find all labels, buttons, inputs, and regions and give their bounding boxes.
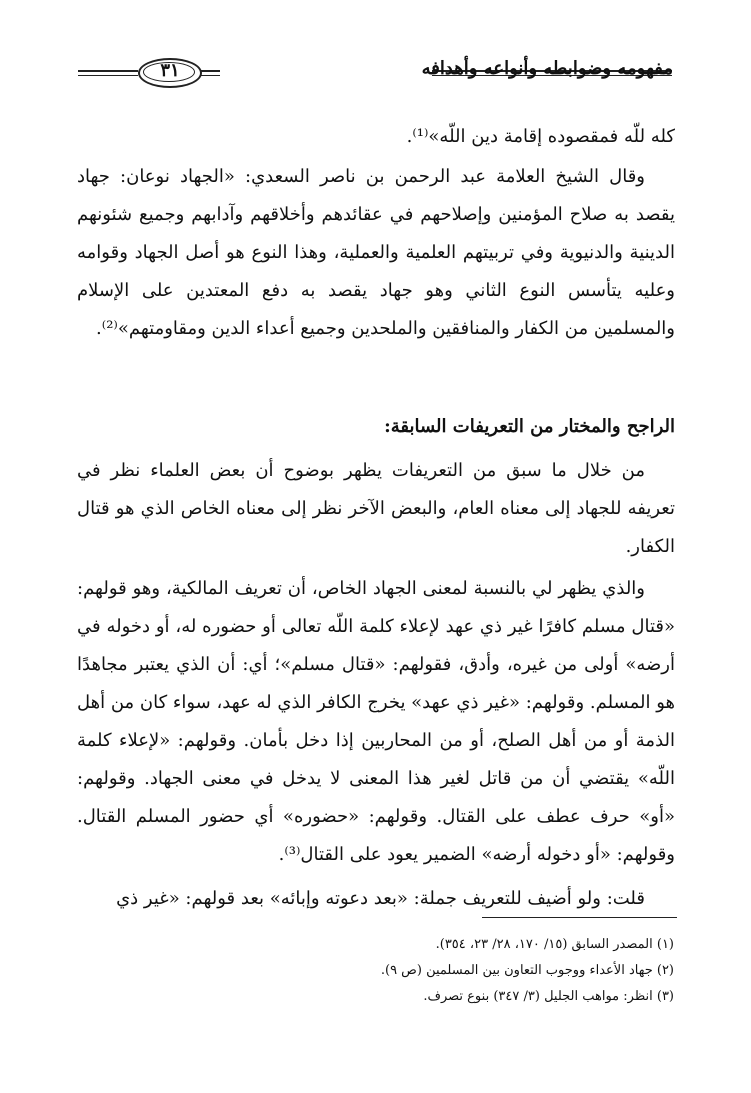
paragraph-continuation: كله للّه فمقصوده إقامة دين اللّه»⁽¹⁾. <box>406 126 675 147</box>
header-rule-left-a <box>200 70 220 72</box>
footnote-1: (١) المصدر السابق (١٥/ ١٧٠، ٢٨/ ٢٣، ٣٥٤). <box>435 937 674 952</box>
paragraph-addition: قلت: ولو أضيف للتعريف جملة: «بعد دعوته وإبائه» بعد قولهم: «غير ذي <box>116 888 645 909</box>
footnote-3: (٣) انظر: مواهب الجليل (٣/ ٣٤٧) بنوع تصرف. <box>423 989 674 1004</box>
paragraph-maliki-definition: والذي يظهر لي بالنسبة لمعنى الجهاد الخاص، أن تعريف المالكية، وهو قولهم: «قتال مسلم كافرًا غير ذي عهد لإعلاء كلمة اللّه تعالى أو حضوره له، أو دخوله في أرضه» أولى من غيره، وأدق، فقولهم: «قتال مسلم»؛ أي: أن الذي يعتبر مجاهدًا هو المسلم. وقولهم: «غير ذي عهد» يخرج الكافر الذي له عهد، سواء كان من أهل الذمة أو من أهل الصلح، أو من المحاربين إذا دخل بأمان. وقولهم: «لإعلاء كلمة اللّه» يقتضي أن من قاتل لغير هذا المعنى لا يدخل في معنى الجهاد. وقولهم: «أو» حرف عطف على القتال. وقولهم: «حضوره» أي حضور المسلم القتال. وقولهم: «أو دخوله أرضه» الضمير يعود على القتال⁽³⁾. <box>77 578 675 865</box>
header-rule-far-left <box>78 70 138 72</box>
paragraph-summary: من خلال ما سبق من التعريفات يظهر بوضوح أن بعض العلماء نظر في تعريفه للجهاد إلى معناه العام، والبعض الآخر نظر إلى معناه الخاص الذي هو قتال الكفار. <box>77 460 675 557</box>
footnote-separator <box>482 917 677 918</box>
section-heading: الراجح والمختار من التعريفات السابقة: <box>384 416 675 437</box>
page-number: ٣١ <box>160 60 180 81</box>
running-header-title: مفهومه وضوابطه وأنواعه وأهدافه <box>421 58 673 79</box>
footnote-2: (٢) جهاد الأعداء ووجوب التعاون بين المسلمين (ص ٩). <box>380 963 674 978</box>
paragraph-saadi-quote: وقال الشيخ العلامة عبد الرحمن بن ناصر السعدي: «الجهاد نوعان: جهاد يقصد به صلاح المؤمنين وإصلاحهم في عقائدهم وأخلاقهم وآدابهم وجميع شئونهم الدينية والدنيوية وفي تربيتهم العلمية والعملية، وهذا النوع هو أصل الجهاد وقوامه وعليه يتأسس النوع الثاني وهو جهاد يقصد به دفع المعتدين على الإسلام والمسلمين من الكفار والمنافقين والملحدين وجميع أعداء الدين ومقاومتهم»⁽²⁾. <box>77 166 675 339</box>
header-rule-far-left-thin <box>78 75 138 76</box>
header-rule-left-b <box>200 75 220 76</box>
